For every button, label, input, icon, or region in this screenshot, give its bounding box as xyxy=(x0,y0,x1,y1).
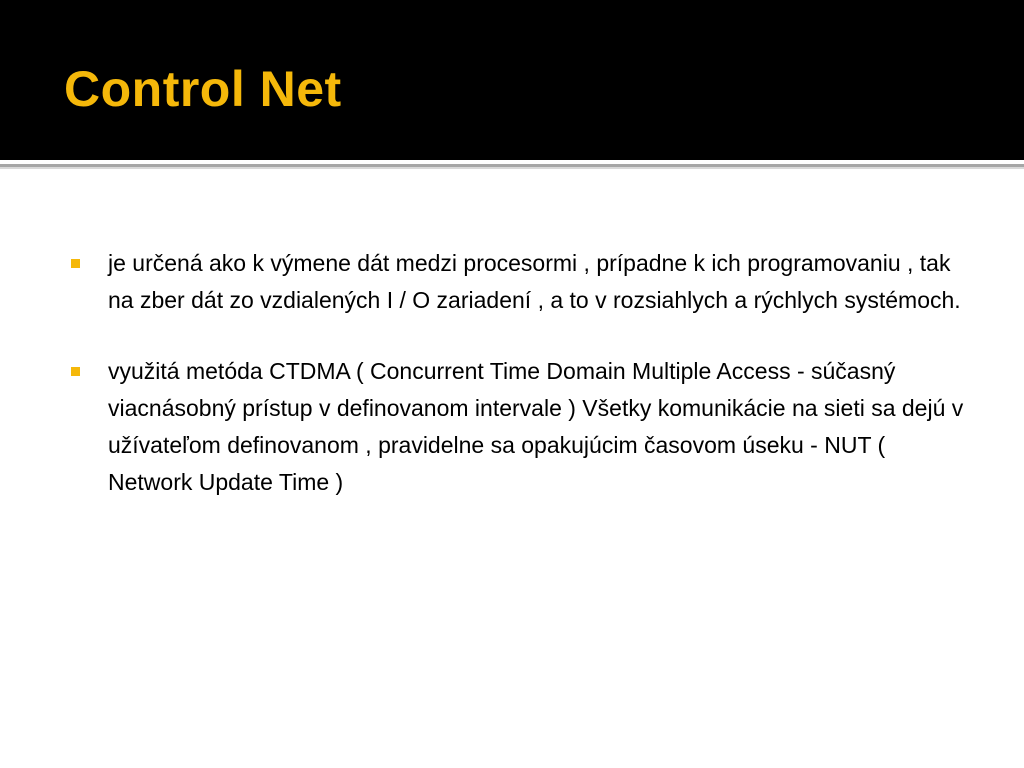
square-bullet-icon xyxy=(71,367,80,376)
bullet-text: využitá metóda CTDMA ( Concurrent Time Domain Multiple Access - súčasný viacnásobný prístup v definovanom intervale ) Všetky komunikácie na sieti sa dejú v užívateľom definovanom , pravidelne sa opakujúcim časovom úseku - NUT ( Network Update Time ) xyxy=(108,358,964,495)
bullet-item xyxy=(70,245,970,319)
bullet-text: je určená ako k výmene dát medzi procesormi , prípadne k ich programovaniu , tak na zber dát zo vzdialených I / O zariadení , a to v rozsiahlych a rýchlych systémoch. xyxy=(108,250,961,313)
bullet-item xyxy=(70,353,970,501)
slide-title: Control Net xyxy=(64,61,342,117)
title-band xyxy=(0,0,1024,160)
square-bullet-icon xyxy=(71,259,80,268)
bullet-list xyxy=(70,245,970,535)
title-divider-light xyxy=(0,167,1024,169)
